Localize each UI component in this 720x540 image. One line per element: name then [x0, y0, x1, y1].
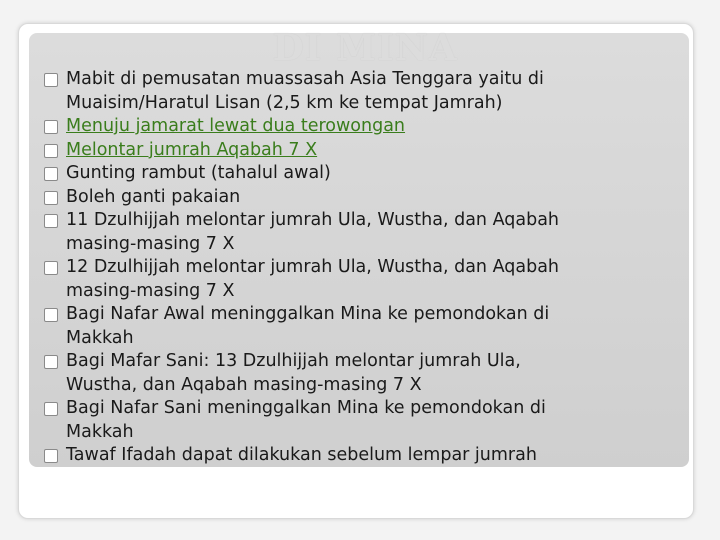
checkbox-bullet-icon [44, 214, 58, 228]
item-text: Makkah [66, 327, 134, 348]
item-text: Mabit di pemusatan muassasah Asia Tenggara yaitu di [66, 69, 544, 89]
list-item [44, 256, 684, 303]
item-link[interactable]: Melontar jumrah Aqabah 7 X [66, 139, 318, 160]
checkbox-bullet-icon [44, 449, 58, 463]
list-item[interactable] [44, 115, 684, 139]
item-text: Wustha, dan Aqabah masing-masing 7 X [66, 374, 422, 395]
list-item [44, 162, 684, 186]
item-link[interactable]: Menuju jamarat lewat dua terowongan [66, 116, 406, 136]
item-text: masing-masing 7 X [66, 233, 235, 254]
list-item [44, 186, 684, 210]
item-text: Boleh ganti pakaian [66, 186, 241, 207]
checkbox-bullet-icon [44, 73, 58, 87]
slide-title: DI MINA [272, 27, 458, 69]
checkbox-bullet-icon [44, 308, 58, 322]
checkbox-bullet-icon [44, 167, 58, 181]
list-item[interactable] [44, 139, 684, 163]
list-item [44, 209, 684, 256]
list-item [44, 303, 684, 350]
item-text: 11 Dzulhijjah melontar jumrah Ula, Wustha, dan Aqabah [66, 210, 560, 230]
checkbox-bullet-icon [44, 402, 58, 416]
item-text: Bagi Mafar Sani: 13 Dzulhijjah melontar jumrah Ula, [66, 351, 521, 371]
item-text: 12 Dzulhijjah melontar jumrah Ula, Wustha, dan Aqabah [66, 257, 560, 277]
checkbox-bullet-icon [44, 191, 58, 205]
item-text: Muaisim/Haratul Lisan (2,5 km ke tempat Jamrah) [66, 92, 503, 113]
checkbox-bullet-icon [44, 144, 58, 158]
bullet-list [44, 68, 684, 468]
item-text: Tawaf Ifadah dapat dilakukan sebelum lempar jumrah [66, 445, 537, 465]
item-text: Bagi Nafar Awal meninggalkan Mina ke pemondokan di [66, 304, 550, 324]
list-item [44, 68, 684, 115]
item-text: Makkah [66, 421, 134, 442]
list-item [44, 350, 684, 397]
checkbox-bullet-icon [44, 120, 58, 134]
list-item [44, 397, 684, 444]
checkbox-bullet-icon [44, 261, 58, 275]
list-item [44, 444, 684, 468]
item-text: masing-masing 7 X [66, 280, 235, 301]
checkbox-bullet-icon [44, 355, 58, 369]
item-text: Gunting rambut (tahalul awal) [66, 163, 331, 183]
item-text: Bagi Nafar Sani meninggalkan Mina ke pemondokan di [66, 398, 546, 418]
